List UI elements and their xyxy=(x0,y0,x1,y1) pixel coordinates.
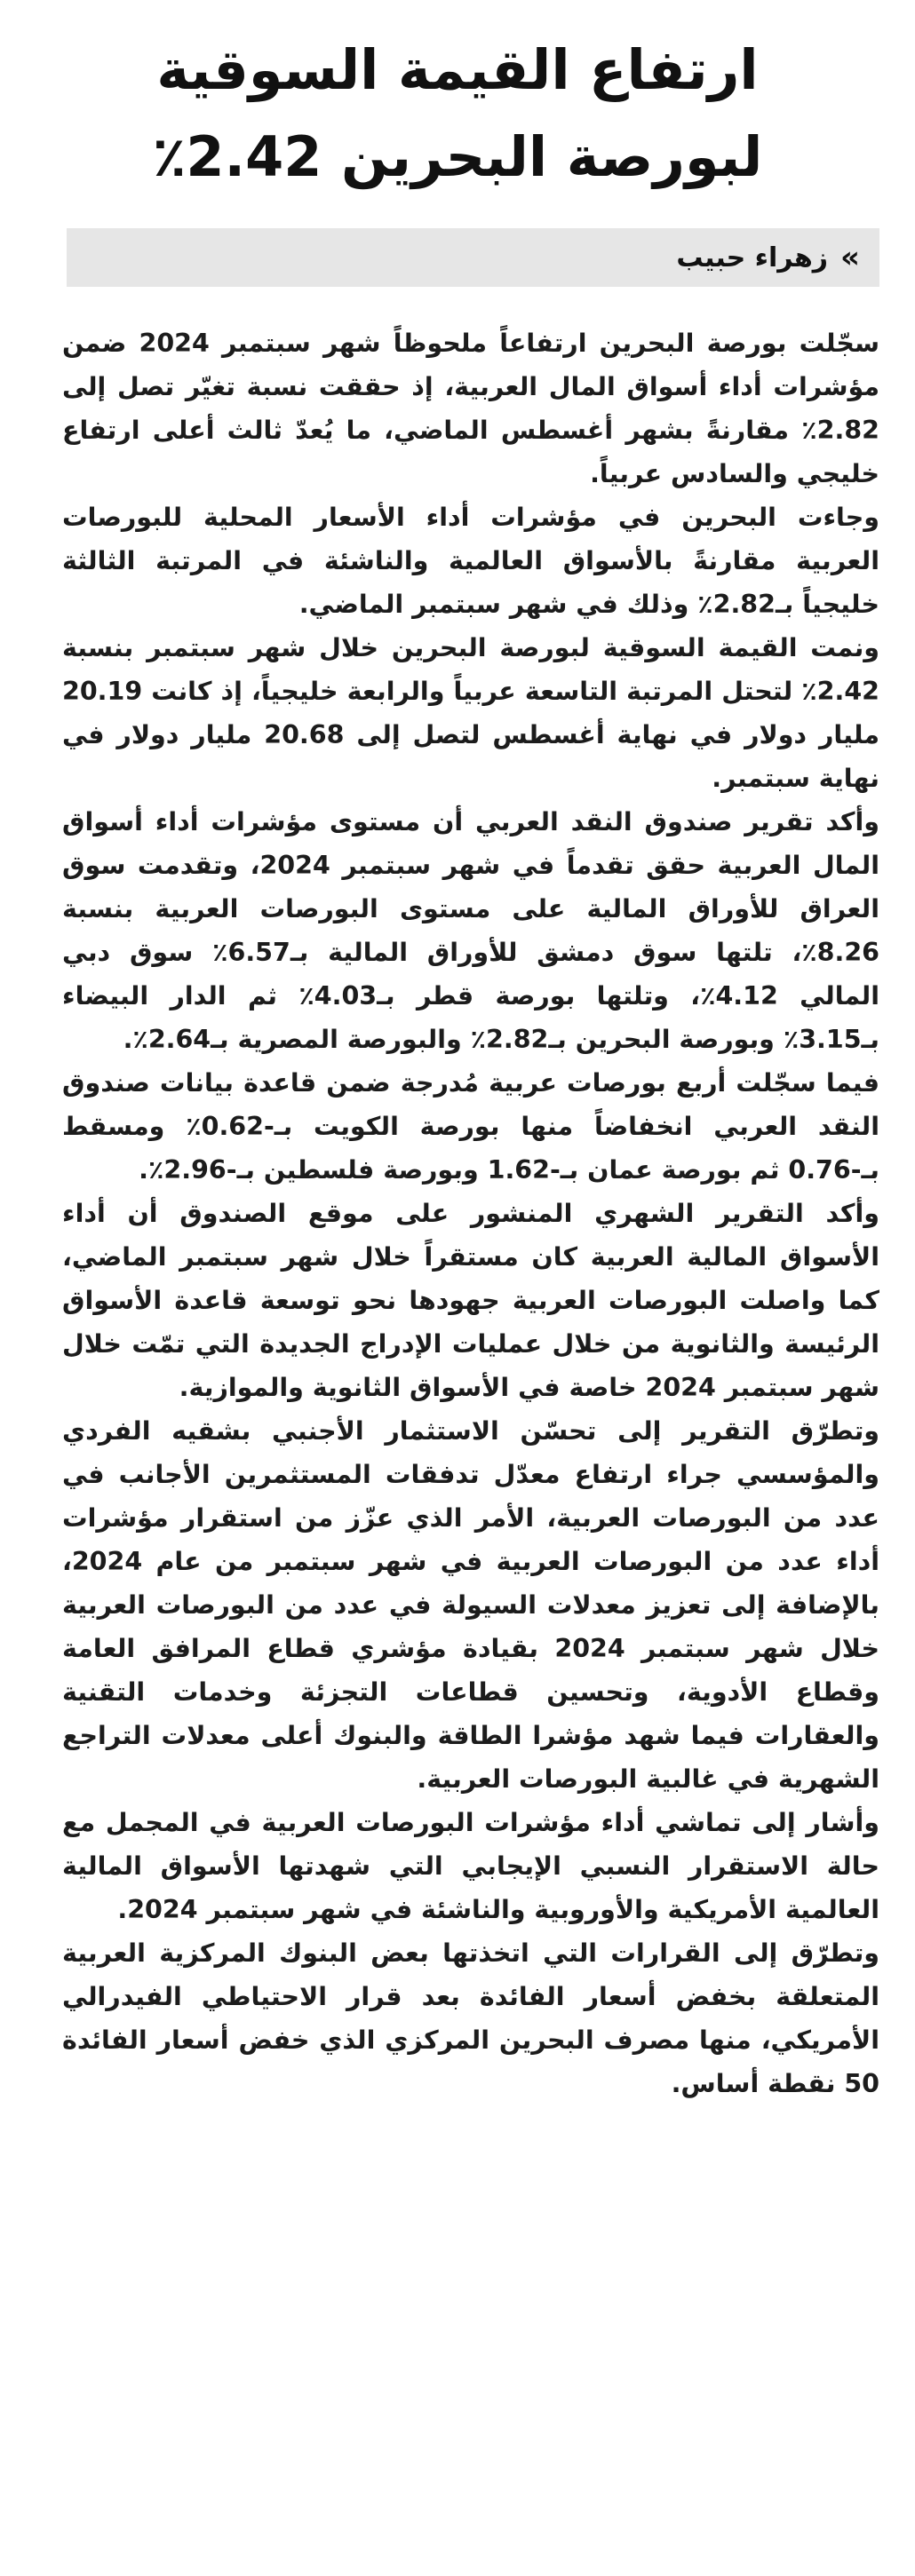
double-chevron-icon: » xyxy=(840,240,860,275)
headline xyxy=(53,27,862,201)
headline-line-2: لبورصة البحرين 2.42٪ xyxy=(152,124,763,189)
paragraph: وأشار إلى تماشي أداء مؤشرات البورصات العربية في المجمل مع حالة الاستقرار النسبي الإيجابي التي شهدتها الأسواق المالية العالمية الأمريكية والأوروبية والناشئة في شهر سبتمبر 2024. xyxy=(62,1808,879,1924)
paragraph: سجّلت بورصة البحرين ارتفاعاً ملحوظاً شهر سبتمبر 2024 ضمن مؤشرات أداء أسواق المال العربية، إذ حققت نسبة تغيّر تصل إلى 2.82٪ مقارنةً بشهر أغسطس الماضي، ما يُعدّ ثالث أعلى ارتفاع خليجي والسادس عربياً. xyxy=(62,329,879,488)
author-name: زهراء حبيب xyxy=(676,242,829,273)
paragraph: ونمت القيمة السوقية لبورصة البحرين خلال شهر سبتمبر بنسبة 2.42٪ لتحتل المرتبة التاسعة عربياً والرابعة خليجياً، إذ كانت 20.19 مليار دولار في نهاية أغسطس لتصل إلى 20.68 مليار دولار في نهاية سبتمبر. xyxy=(62,633,879,793)
paragraph: وجاءت البحرين في مؤشرات أداء الأسعار المحلية للبورصات العربية مقارنةً بالأسواق العالمية والناشئة في المرتبة الثالثة خليجياً بـ2.82٪ وذلك في شهر سبتمبر الماضي. xyxy=(62,503,879,619)
article-body xyxy=(62,321,879,2105)
paragraph: فيما سجّلت أربع بورصات عربية مُدرجة ضمن قاعدة بيانات صندوق النقد العربي انخفاضاً منها بورصة الكويت بـ-0.62٪ ومسقط بـ-0.76 ثم بورصة عمان بـ-1.62 وبورصة فلسطين بـ-2.96٪. xyxy=(62,1068,879,1185)
paragraph: وأكد تقرير صندوق النقد العربي أن مستوى مؤشرات أداء أسواق المال العربية حقق تقدماً في شهر سبتمبر 2024، وتقدمت سوق العراق للأوراق المالية على مستوى البورصات العربية بنسبة 8.26٪، تلتها سوق دمشق للأوراق المالية بـ6.57٪ سوق دبي المالي 4.12٪، وتلتها بورصة قطر بـ4.03٪ ثم الدار البيضاء بـ3.15٪ وبورصة البحرين بـ2.82٪ والبورصة المصرية بـ2.64٪. xyxy=(62,807,879,1054)
paragraph: وأكد التقرير الشهري المنشور على موقع الصندوق أن أداء الأسواق المالية العربية كان مستقراً خلال شهر سبتمبر الماضي، كما واصلت البورصات العربية جهودها نحو توسعة قاعدة الأسواق الرئيسة والثانوية من خلال عمليات الإدراج الجديدة التي تمّت خلال شهر سبتمبر 2024 خاصة في الأسواق الثانوية والموازية. xyxy=(62,1199,879,1402)
byline-bar xyxy=(67,228,879,287)
paragraph: وتطرّق التقرير إلى تحسّن الاستثمار الأجنبي بشقيه الفردي والمؤسسي جراء ارتفاع معدّل تدفقات المستثمرين الأجانب في عدد من البورصات العربية، الأمر الذي عزّز من استقرار مؤشرات أداء عدد من البورصات العربية في شهر سبتمبر من عام 2024، بالإضافة إلى تعزيز معدلات السيولة في عدد من البورصات العربية خلال شهر سبتمبر 2024 بقيادة مؤشري قطاع المرافق العامة وقطاع الأدوية، وتحسين قطاعات التجزئة وخدمات التقنية والعقارات فيما شهد مؤشرا الطاقة والبنوك أعلى معدلات التراجع الشهرية في غالبية البورصات العربية. xyxy=(62,1416,879,1794)
headline-line-1: ارتفاع القيمة السوقية xyxy=(156,37,759,102)
paragraph: وتطرّق إلى القرارات التي اتخذتها بعض البنوك المركزية العربية المتعلقة بخفض أسعار الفائدة بعد قرار الاحتياطي الفيدرالي الأمريكي، منها مصرف البحرين المركزي الذي خفض أسعار الفائدة 50 نقطة أساس. xyxy=(62,1938,879,2098)
